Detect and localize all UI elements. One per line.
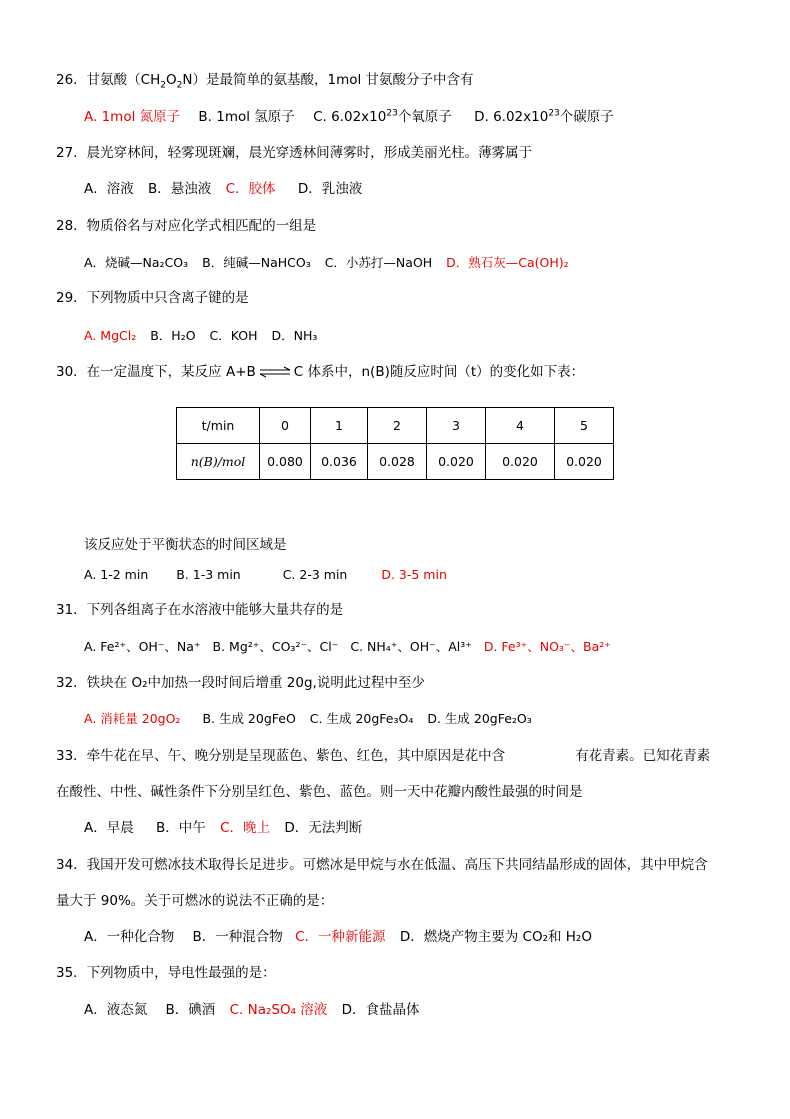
q33-option-b: B．中午 [156,820,206,836]
question-28-options [84,253,569,273]
q34-option-b: B．一种混合物 [192,929,283,945]
q35-option-b: B．碘酒 [165,1002,216,1018]
q29-option-a: A. MgCl₂ [84,328,137,343]
table-cell: 0 [260,408,311,444]
question-31-options [84,637,611,657]
table-cell: 1 [311,408,368,444]
question-32-options [84,709,532,729]
q28-option-d: D．熟石灰—Ca(OH)₂ [446,255,569,270]
q26-option-c-post: 个氧原子 [397,109,452,125]
q31-option-b: B. Mg²⁺、CO₃²⁻、Cl⁻ [212,639,339,654]
q29-option-b: B．H₂O [150,328,196,343]
q26-option-d-exp: 23 [548,108,560,119]
q30-option-d: D. 3-5 min [381,567,447,582]
q27-option-b: B．悬浊液 [148,181,212,197]
q26-option-d [474,109,614,125]
q35-option-a: A．液态氮 [84,1002,148,1018]
q28-option-c: C．小苏打—NaOH [324,255,433,270]
question-34-stem-line1: 34．我国开发可燃冰技术取得长足进步。可燃冰是甲烷与水在低温、高压下共同结晶形成的固体，其中甲烷含 [56,857,708,873]
question-26-stem: 26．甘氨酸$(CH_2O_2N)$是最简单的氨基酸，1mol 甘氨酸分子中含有 [56,72,474,91]
q26-option-d-post: 个碳原子 [559,109,614,125]
q35-option-c: C. Na₂SO₄ 溶液 [229,1002,328,1018]
table-header-time: t/min [177,408,260,444]
q26-option-b: B. 1mol 氢原子 [198,109,295,125]
q34-option-d: D．燃烧产物主要为 CO₂和 H₂O [399,929,592,945]
question-33-stem-line2: 在酸性、中性、碱性条件下分别呈红色、紫色、蓝色。则一天中花瓣内酸性最强的时间是 [56,784,583,800]
table-cell: 0.080 [260,444,311,480]
q26-option-c [313,109,452,125]
q33-stem-part-a: 33．牵牛花在早、午、晚分别是呈现蓝色、紫色、红色，其中原因是花中含 [56,748,506,764]
equilibrium-arrow-icon [258,366,292,378]
q26-option-c-pre: C. 6.02x10 [313,109,387,125]
q34-option-a: A．一种化合物 [84,929,175,945]
q35-option-d: D．食盐晶体 [341,1002,420,1018]
q32-option-a: A. 消耗量 20gO₂ [84,711,181,726]
question-29-stem: 29．下列物质中只含离子键的是 [56,290,249,306]
q30-stem-part-b: C 体系中，n(B)随反应时间（t）的变化如下表： [293,364,585,380]
q26-stem-part-b: ）是最简单的氨基酸，1mol 甘氨酸分子中含有 [192,72,474,88]
question-28-stem: 28．物质俗名与对应化学式相匹配的一组是 [56,218,317,234]
table-cell: 0.028 [368,444,427,480]
table-cell: 0.020 [555,444,614,480]
q27-option-c: C．胶体 [225,181,276,197]
q32-option-d: D. 生成 20gFe₂O₃ [427,711,532,726]
q30-option-b: B. 1-3 min [176,567,241,582]
q33-stem-part-b: 有花青素。已知花青素 [575,748,711,764]
question-29-options [84,326,317,346]
table-cell: 0.036 [311,444,368,480]
q26-option-a: A. 1mol 氮原子 [84,109,181,125]
question-27-stem: 27．晨光穿林间，轻雾现斑斓，晨光穿透林间薄雾时，形成美丽光柱。薄雾属于 [56,145,533,161]
q31-option-c: C. NH₄⁺、OH⁻、Al³⁺ [350,639,472,654]
q28-option-b: B．纯碱—NaHCO₃ [202,255,311,270]
q26-sub-h: 2 [160,80,166,91]
q33-option-d: D．无法判断 [284,820,363,836]
q29-option-d: D．NH₃ [271,328,318,343]
q32-option-c: C. 生成 20gFe₃O₄ [309,711,414,726]
q29-option-c: C．KOH [209,328,258,343]
table-cell: 0.020 [427,444,486,480]
reaction-data-table [176,407,614,480]
q34-option-c: C．一种新能源 [295,929,386,945]
question-33-stem-line1 [56,746,710,766]
q30-option-c: C. 2-3 min [282,567,348,582]
q27-option-d: D．乳浊液 [297,181,363,197]
q28-option-a: A．烧碱—Na₂CO₃ [84,255,189,270]
table-header-amount-text: n(B)/mol [190,454,246,469]
table-row [177,444,614,480]
q26-stem-part-a: 26．甘氨酸（C [56,72,151,88]
q30-stem-part-a: 30．在一定温度下，某反应 A+B [56,364,256,380]
table-cell: 2 [368,408,427,444]
q32-option-b: B. 生成 20gFeO [202,711,296,726]
question-35-options [84,1000,420,1020]
question-32-stem: 32．铁块在 O₂中加热一段时间后增重 20g,说明此过程中至少 [56,675,425,691]
q31-option-d: D. Fe³⁺、NO₃⁻、Ba²⁺ [483,639,611,654]
q27-option-a: A．溶液 [84,181,134,197]
table-cell: 4 [486,408,555,444]
question-34-options [84,927,592,947]
q26-option-d-pre: D. 6.02x10 [474,109,549,125]
q33-option-a: A．早晨 [84,820,134,836]
question-30-options [84,565,447,585]
q30-option-a: A. 1-2 min [84,567,149,582]
question-26-options [84,107,614,127]
q26-option-c-exp: 23 [386,108,398,119]
question-33-options [84,818,362,838]
table-header-amount [177,444,260,480]
question-27-options [84,179,362,199]
question-34-stem-line2: 量大于 90%。关于可燃冰的说法不正确的是： [56,893,334,909]
question-30-prompt: 该反应处于平衡状态的时间区域是 [84,537,287,553]
q31-option-a: A. Fe²⁺、OH⁻、Na⁺ [84,639,201,654]
question-35-stem: 35．下列物质中，导电性最强的是： [56,965,276,981]
q33-option-c: C．晚上 [220,820,271,836]
question-31-stem: 31．下列各组离子在水溶液中能够大量共存的是 [56,602,344,618]
table-cell: 3 [427,408,486,444]
table-cell: 0.020 [486,444,555,480]
table-cell: 5 [555,408,614,444]
question-30-stem [56,362,584,382]
table-row [177,408,614,444]
q26-sub-o: 2 [176,80,183,91]
